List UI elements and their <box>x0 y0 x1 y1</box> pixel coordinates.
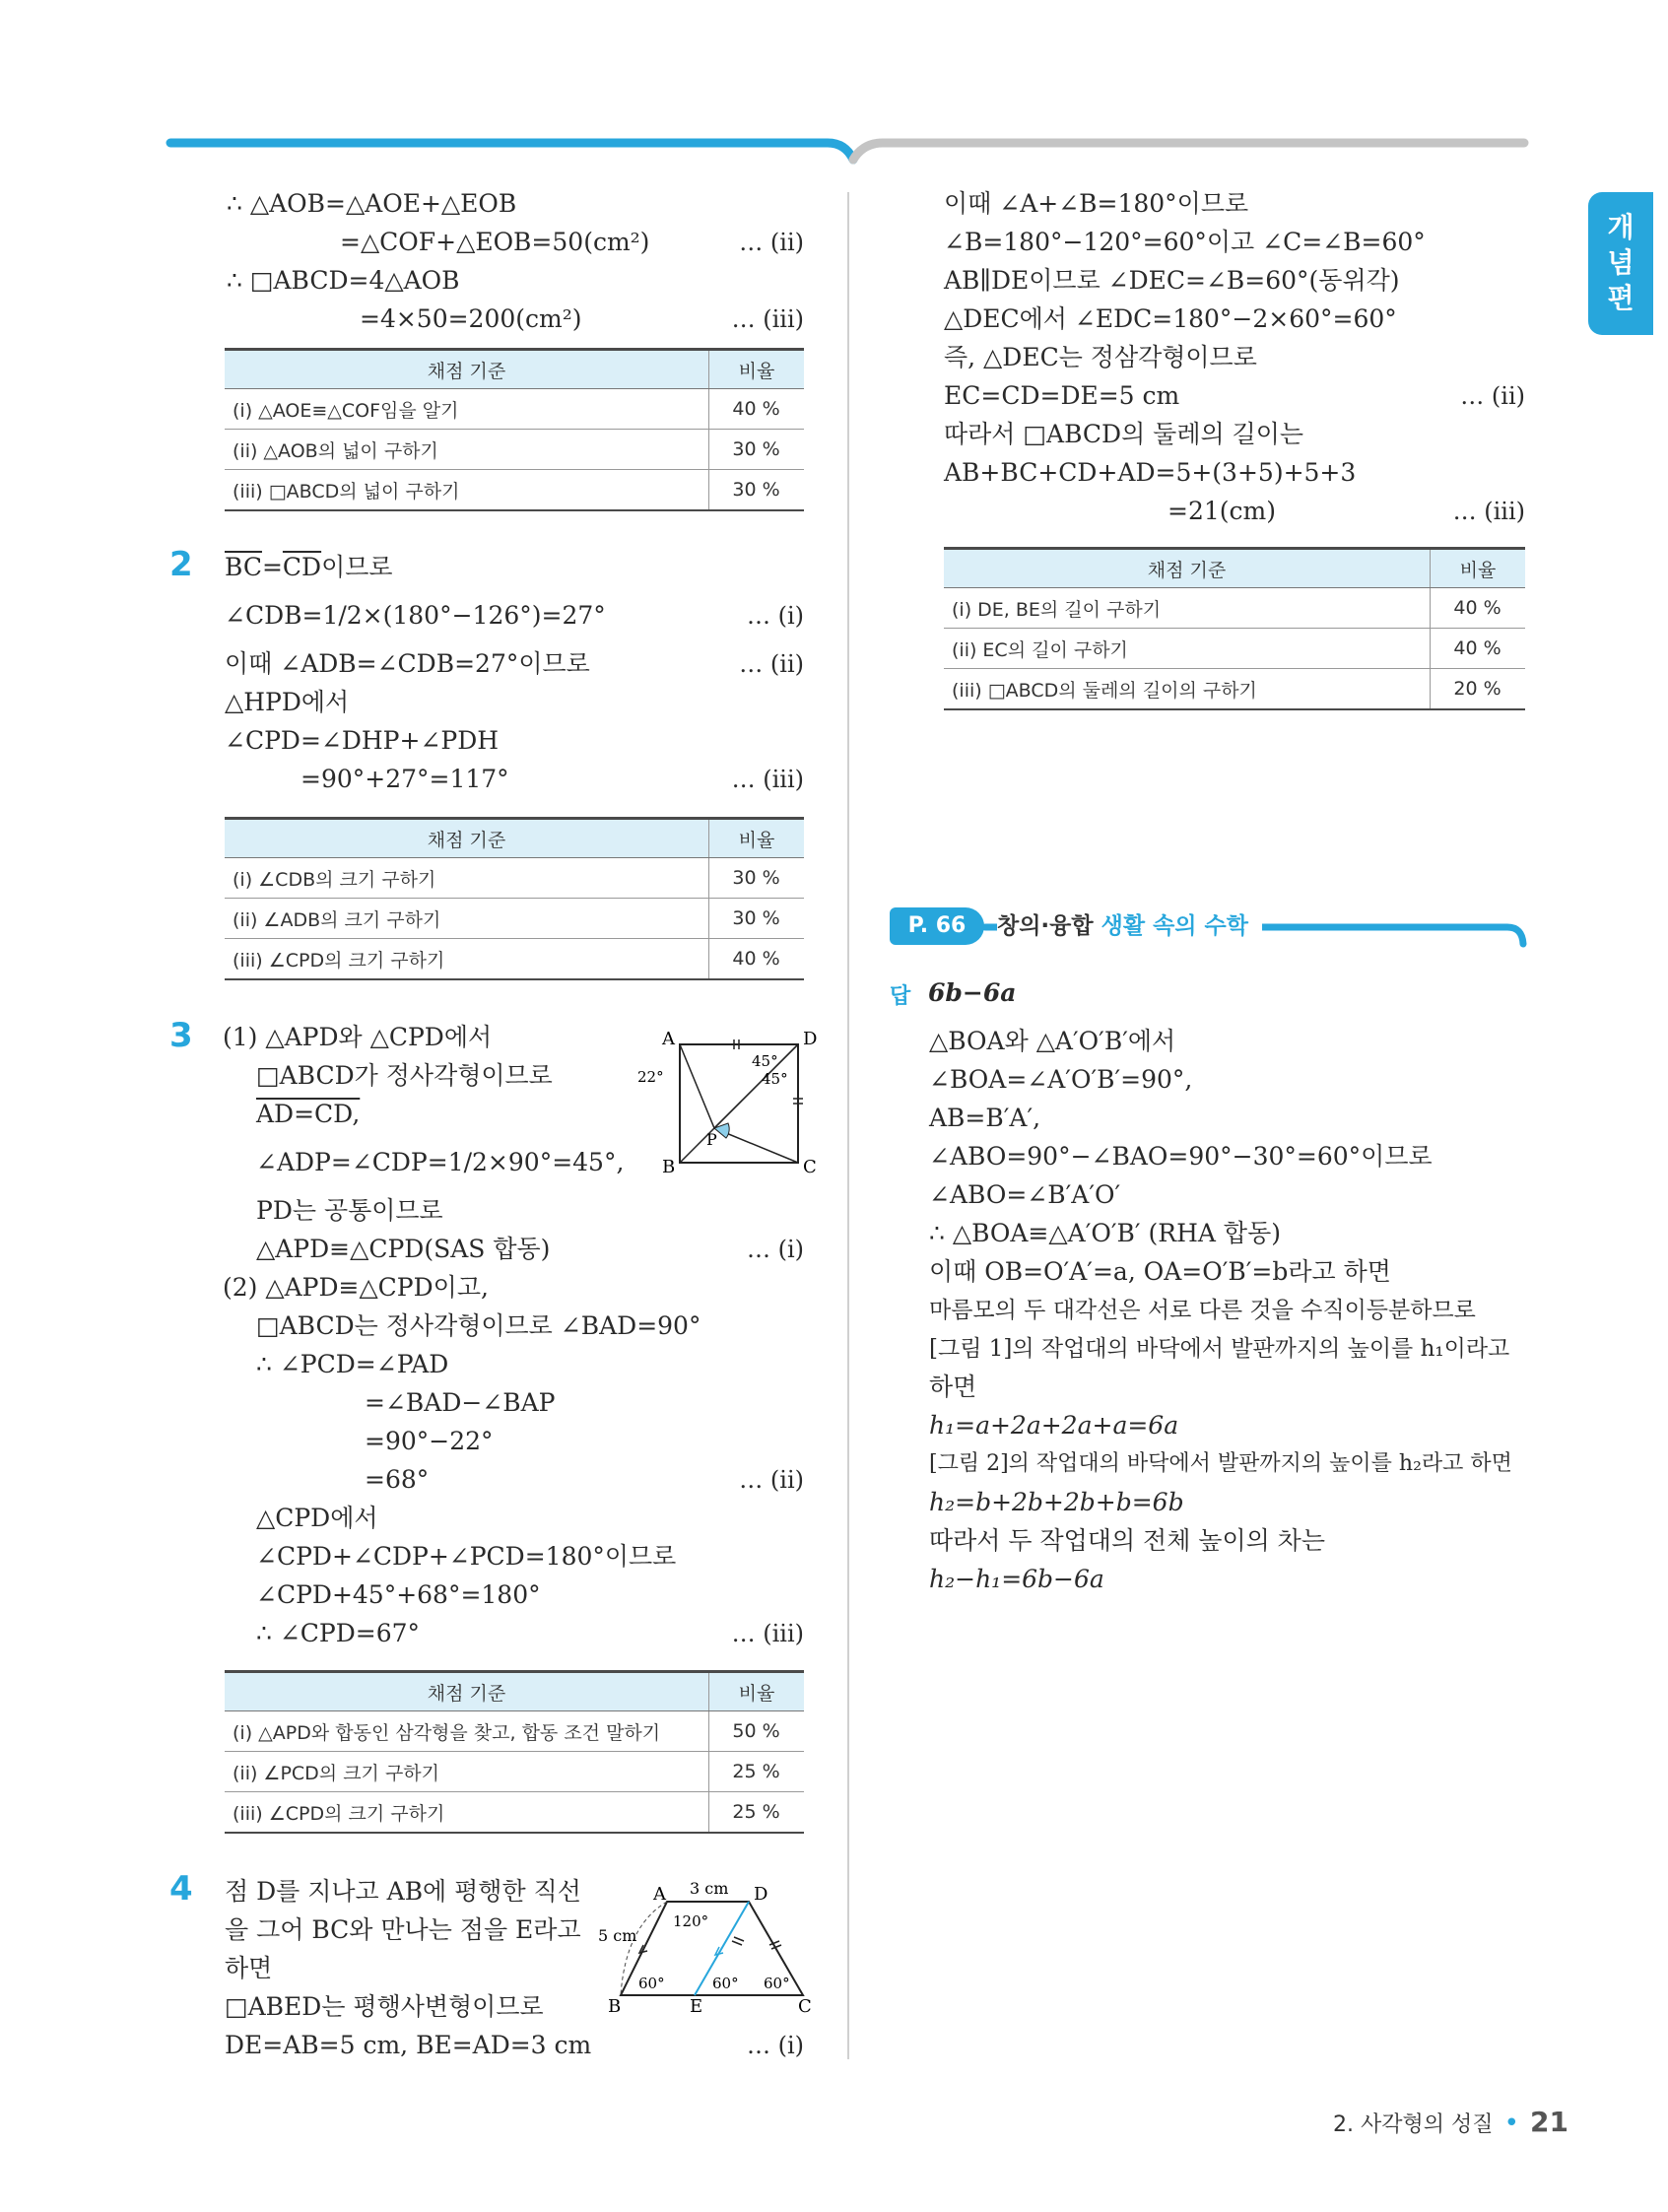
text-line: AB+BC+CD+AD=5+(3+5)+5+3 <box>944 458 1357 487</box>
text-line: ∠ADP=∠CDP=1/2×90°=45°, <box>256 1148 625 1176</box>
text-line: ∠BOA=∠A′O′B′=90°, <box>929 1065 1193 1094</box>
text-line: EC=CD=DE=5 cm <box>944 381 1180 410</box>
table-header-criteria: 채점 기준 <box>225 350 709 389</box>
text-line: △HPD에서 <box>225 688 350 716</box>
text-line: ∴ ∠PCD=∠PAD <box>256 1350 449 1378</box>
angle-label: 45° <box>762 1070 788 1088</box>
step-mark: … (i) <box>746 2032 804 2059</box>
step-mark: … (ii) <box>739 650 804 678</box>
section-title <box>997 907 1262 945</box>
table-row <box>225 899 804 939</box>
text-line: =90°−22° <box>365 1427 494 1455</box>
text-line: ∠CDB=1/2×(180°−126°)=27° <box>225 601 606 630</box>
text-fragment: 이므로 <box>321 553 393 581</box>
step-mark: … (ii) <box>739 1466 804 1494</box>
table-row <box>944 669 1525 710</box>
text-line: AB=B′A′, <box>929 1104 1041 1132</box>
table-row <box>225 1792 804 1834</box>
table-cell: 30 % <box>709 858 805 899</box>
text-line: □ABED는 평행사변형이므로 <box>225 1992 544 2021</box>
text-line: △APD≡△CPD(SAS 합동) <box>256 1235 551 1263</box>
text-line: 이때 ∠ADB=∠CDB=27°이므로 <box>225 649 590 678</box>
text-line: =△COF+△EOB=50(cm²) <box>340 228 650 256</box>
angle-label: 120° <box>673 1912 709 1930</box>
table-header-criteria: 채점 기준 <box>944 549 1431 588</box>
table-cell: (iii) ∠CPD의 크기 구하기 <box>225 939 709 980</box>
step-mark: … (ii) <box>739 229 804 256</box>
vertex-label-c: C <box>803 1157 817 1177</box>
text-line: ∠CPD=∠DHP+∠PDH <box>225 726 500 755</box>
text-line: 하면 <box>225 1954 273 1982</box>
table-cell: 40 % <box>1431 588 1526 629</box>
text-line: 따라서 □ABCD의 둘레의 길이는 <box>944 420 1304 448</box>
table-header-ratio: 비율 <box>709 1672 805 1711</box>
text-line: ∠B=180°−120°=60°이고 ∠C=∠B=60° <box>944 228 1426 256</box>
length-label: 5 cm <box>598 1926 637 1945</box>
text-line: h₂=b+2b+2b+b=6b <box>929 1488 1184 1516</box>
text-line: (1) △APD와 △CPD에서 <box>223 1023 493 1051</box>
table-cell: 30 % <box>709 470 805 511</box>
table-row <box>225 430 804 470</box>
side-tab-char: 편 <box>1607 282 1635 314</box>
table-cell: (ii) ∠PCD의 크기 구하기 <box>225 1752 709 1792</box>
step-mark: … (iii) <box>1452 498 1525 525</box>
square-figure <box>635 1025 818 1177</box>
text-line: 점 D를 지나고 AB에 평행한 직선 <box>225 1877 581 1906</box>
answer-label: 답 <box>890 984 911 1009</box>
text-line: △CPD에서 <box>256 1504 378 1532</box>
vertex-label-d: D <box>754 1884 768 1905</box>
section-title-highlight: 생활 속의 수학 <box>1101 913 1248 939</box>
text-line: ∴ △BOA≡△A′O′B′ (RHA 합동) <box>929 1219 1281 1247</box>
text-line: 따라서 두 작업대의 전체 높이의 차는 <box>929 1526 1325 1555</box>
text-line: ∴ △AOB=△AOE+△EOB <box>227 189 517 218</box>
step-mark: … (ii) <box>1460 382 1525 410</box>
table-cell: (ii) ∠ADB의 크기 구하기 <box>225 899 709 939</box>
answer-value: 6b−6a <box>928 978 1017 1007</box>
table-header-ratio: 비율 <box>709 819 805 858</box>
section-title-part: 창의·융합 <box>997 913 1101 939</box>
table-cell: (i) △AOE≡△COF임을 알기 <box>225 389 709 430</box>
column-divider <box>847 192 849 2059</box>
text-line: =4×50=200(cm²) <box>360 304 582 333</box>
table-cell: (iii) ∠CPD의 크기 구하기 <box>225 1792 709 1834</box>
table-cell: 30 % <box>709 430 805 470</box>
vertex-label-b: B <box>662 1157 676 1177</box>
table-cell: 25 % <box>709 1752 805 1792</box>
table-row <box>944 629 1525 669</box>
table-cell: (i) DE, BE의 길이 구하기 <box>944 588 1431 629</box>
table-row <box>944 588 1525 629</box>
text-line: =∠BAD−∠BAP <box>365 1388 556 1417</box>
text-line: △DEC에서 ∠EDC=180°−2×60°=60° <box>944 304 1397 333</box>
table-row <box>225 470 804 511</box>
table-cell: 40 % <box>1431 629 1526 669</box>
table-header-ratio: 비율 <box>709 350 805 389</box>
equals-sign: = <box>261 553 283 581</box>
table-cell: (i) ∠CDB의 크기 구하기 <box>225 858 709 899</box>
table-row <box>225 389 804 430</box>
vertex-label-d: D <box>803 1029 818 1049</box>
table-row <box>225 1752 804 1792</box>
angle-label: 45° <box>752 1052 778 1070</box>
table-cell: 40 % <box>709 389 805 430</box>
text-line: h₁=a+2a+2a+a=6a <box>929 1411 1179 1440</box>
table-cell: (ii) △AOB의 넓이 구하기 <box>225 430 709 470</box>
vertex-label-e: E <box>690 1996 703 2017</box>
text-line <box>225 551 393 584</box>
length-label: 3 cm <box>690 1879 729 1898</box>
text-line: □ABCD가 정사각형이므로 <box>256 1061 553 1090</box>
vertex-label-c: C <box>798 1996 812 2017</box>
page-number: 21 <box>1530 2106 1568 2138</box>
text-line: (2) △APD≡△CPD이고, <box>223 1273 489 1302</box>
segment-label: $\overline{BC}$ <box>225 553 262 581</box>
page-ref-badge: P. 66 <box>890 907 984 945</box>
text-line: 이때 OB=O′A′=a, OA=O′B′=b라고 하면 <box>929 1257 1391 1286</box>
scoring-table-4 <box>944 547 1525 710</box>
step-mark: … (iii) <box>731 766 804 793</box>
text-line: 을 그어 BC와 만나는 점을 E라고 <box>225 1915 581 1944</box>
text-line: 하면 <box>929 1373 977 1401</box>
table-row <box>225 1711 804 1752</box>
text-line: ∠ABO=∠B′A′O′ <box>929 1180 1121 1209</box>
table-row <box>225 858 804 899</box>
text-line: ∴ □ABCD=4△AOB <box>227 266 460 295</box>
text-line: [그림 1]의 작업대의 바닥에서 발판까지의 높이를 h₁이라고 <box>929 1336 1510 1362</box>
point-label-p: P <box>706 1130 717 1149</box>
angle-label: 60° <box>712 1975 739 1992</box>
page-footer <box>1333 2106 1568 2138</box>
text-line: DE=AB=5 cm, BE=AD=3 cm <box>225 2031 592 2059</box>
text-line: ∠ABO=90°−∠BAO=90°−30°=60°이므로 <box>929 1142 1433 1171</box>
table-header-criteria: 채점 기준 <box>225 1672 709 1711</box>
problem-number-2: 2 <box>169 545 193 584</box>
header-bar <box>0 0 1668 168</box>
text-line: 이때 ∠A+∠B=180°이므로 <box>944 189 1249 218</box>
vertex-label-a: A <box>662 1029 675 1049</box>
problem-number-3: 3 <box>169 1016 193 1055</box>
text-line: h₂−h₁=6b−6a <box>929 1565 1104 1593</box>
scoring-table-2 <box>225 817 804 980</box>
side-tab-char: 념 <box>1607 246 1635 279</box>
step-mark: … (i) <box>746 602 804 630</box>
angle-label: 22° <box>637 1068 664 1086</box>
text-line: □ABCD는 정사각형이므로 ∠BAD=90° <box>256 1311 701 1340</box>
table-header-criteria: 채점 기준 <box>225 819 709 858</box>
text-line: △BOA와 △A′O′B′에서 <box>929 1027 1176 1055</box>
text-line: =90°+27°=117° <box>300 765 509 793</box>
table-cell: 30 % <box>709 899 805 939</box>
trapezoid-figure <box>596 1872 823 2015</box>
table-cell: (iii) □ABCD의 넓이 구하기 <box>225 470 709 511</box>
table-cell: 25 % <box>709 1792 805 1834</box>
scoring-table-3 <box>225 1670 804 1834</box>
text-line: ∴ ∠CPD=67° <box>256 1619 421 1647</box>
text-line: =68° <box>365 1465 430 1494</box>
text-line: ∠CPD+∠CDP+∠PCD=180°이므로 <box>256 1542 677 1571</box>
table-cell: 40 % <box>709 939 805 980</box>
table-cell: 50 % <box>709 1711 805 1752</box>
table-cell: (iii) □ABCD의 둘레의 길이의 구하기 <box>944 669 1431 710</box>
angle-label: 60° <box>764 1975 790 1992</box>
text-line: PD는 공통이므로 <box>256 1196 443 1225</box>
table-cell: (ii) EC의 길이 구하기 <box>944 629 1431 669</box>
text-line: 마름모의 두 대각선은 서로 다른 것을 수직이등분하므로 <box>929 1298 1476 1323</box>
step-mark: … (iii) <box>731 305 804 333</box>
text-line: [그림 2]의 작업대의 바닥에서 발판까지의 높이를 h₂라고 하면 <box>929 1451 1512 1476</box>
scoring-table-1 <box>225 348 804 511</box>
vertex-label-a: A <box>653 1884 666 1905</box>
side-tab-char: 개 <box>1607 211 1635 243</box>
step-mark: … (i) <box>746 1236 804 1263</box>
text-line: 즉, △DEC는 정삼각형이므로 <box>944 343 1257 371</box>
text-line: ∠CPD+45°+68°=180° <box>256 1580 541 1609</box>
side-tab-concept[interactable] <box>1588 192 1653 335</box>
text-line: =21(cm) <box>1168 497 1276 525</box>
table-row <box>225 939 804 980</box>
table-cell: 20 % <box>1431 669 1526 710</box>
text-line: AB∥DE이므로 ∠DEC=∠B=60°(동위각) <box>944 266 1400 295</box>
table-cell: (i) △APD와 합동인 삼각형을 찾고, 합동 조건 말하기 <box>225 1711 709 1752</box>
problem-number-4: 4 <box>169 1869 193 1909</box>
segment-label: $\overline{CD}$ <box>282 553 322 581</box>
chapter-title: 2. 사각형의 성질 <box>1333 2112 1494 2137</box>
step-mark: … (iii) <box>731 1620 804 1647</box>
angle-label: 60° <box>638 1975 665 1992</box>
text-line: AD=CD, <box>256 1100 361 1128</box>
table-header-ratio: 비율 <box>1431 549 1526 588</box>
vertex-label-b: B <box>608 1996 622 2017</box>
footer-bullet: • <box>1503 2109 1519 2138</box>
